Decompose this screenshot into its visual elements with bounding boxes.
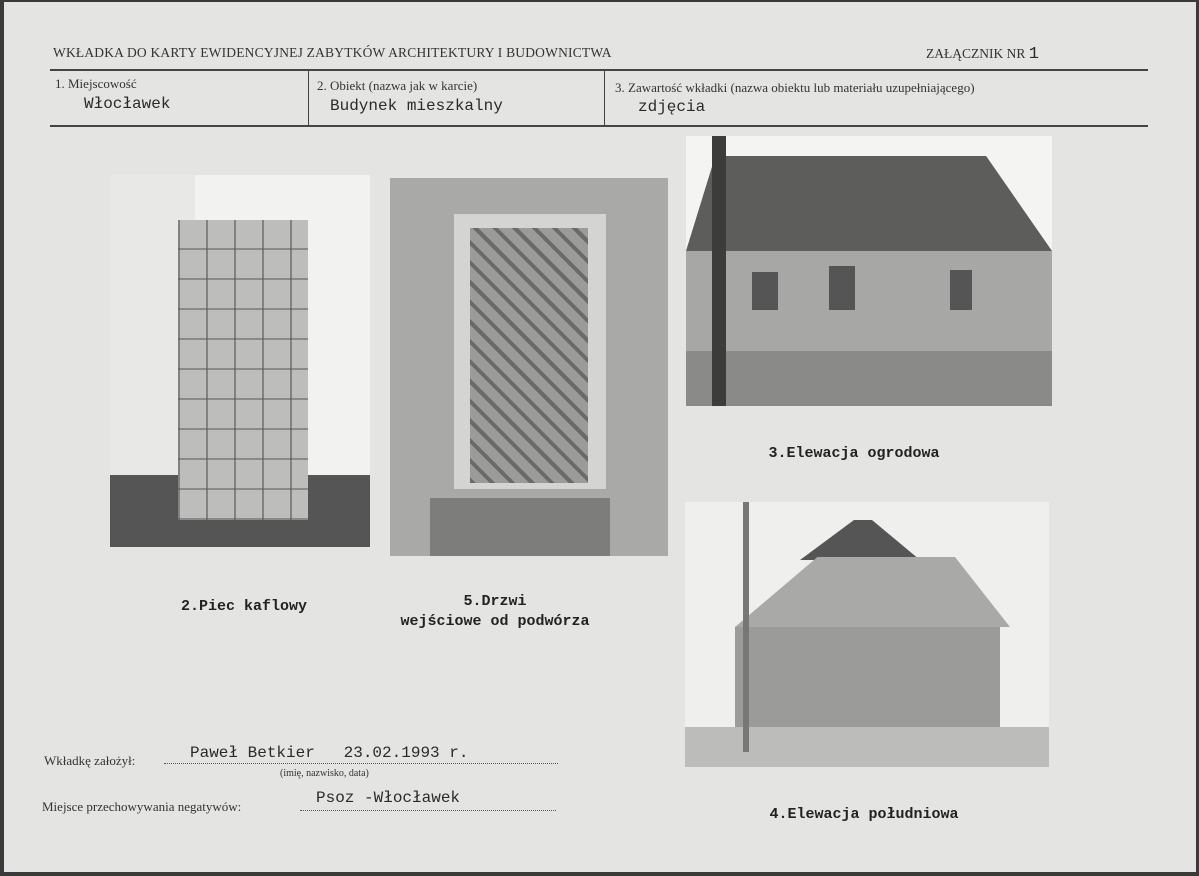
caption-door-line1: 5.Drzwi (463, 593, 527, 610)
field-label-locality: 1. Miejscowość (55, 76, 137, 91)
author-line (164, 763, 558, 764)
author-label: Wkładkę założył: (44, 753, 136, 768)
negatives-label: Miejsce przechowywania negatywów: (42, 799, 242, 814)
attachment-label (926, 45, 1039, 64)
photo-garden-elevation (686, 136, 1052, 406)
author-value: Paweł Betkier 23.02.1993 r. (190, 744, 469, 762)
field-value-contents: zdjęcia (638, 98, 706, 116)
photo-door (390, 178, 668, 556)
document-page (4, 2, 1196, 872)
divider (50, 69, 1148, 71)
field-value-object: Budynek mieszkalny (330, 97, 503, 115)
divider (50, 125, 1148, 127)
caption-door-line2: wejściowe od podwórza (400, 613, 590, 630)
negatives-value: Psoz -Włocławek (316, 789, 461, 807)
divider (604, 70, 605, 126)
photo-south-elevation (685, 502, 1049, 767)
attachment-number: 1 (1028, 45, 1039, 64)
divider (308, 70, 309, 126)
document-title: WKŁADKA DO KARTY EWIDENCYJNEJ ZABYTKÓW ARCHITEKTURY I BUDOWNICTWA (53, 45, 612, 60)
attachment-label-text: ZAŁĄCZNIK NR (926, 46, 1026, 61)
field-label-contents: 3. Zawartość wkładki (nazwa obiektu lub materiału uzupełniającego) (615, 80, 975, 95)
negatives-line (300, 810, 556, 811)
caption-tiled-stove: 2.Piec kaflowy (180, 598, 308, 615)
photo-tiled-stove (110, 175, 370, 547)
field-label-object: 2. Obiekt (nazwa jak w karcie) (317, 78, 478, 93)
caption-garden-elevation: 3.Elewacja ogrodowa (768, 445, 940, 462)
author-hint: (imię, nazwisko, data) (280, 768, 369, 779)
caption-south-elevation: 4.Elewacja południowa (769, 806, 959, 823)
field-value-locality: Włocławek (84, 95, 171, 113)
